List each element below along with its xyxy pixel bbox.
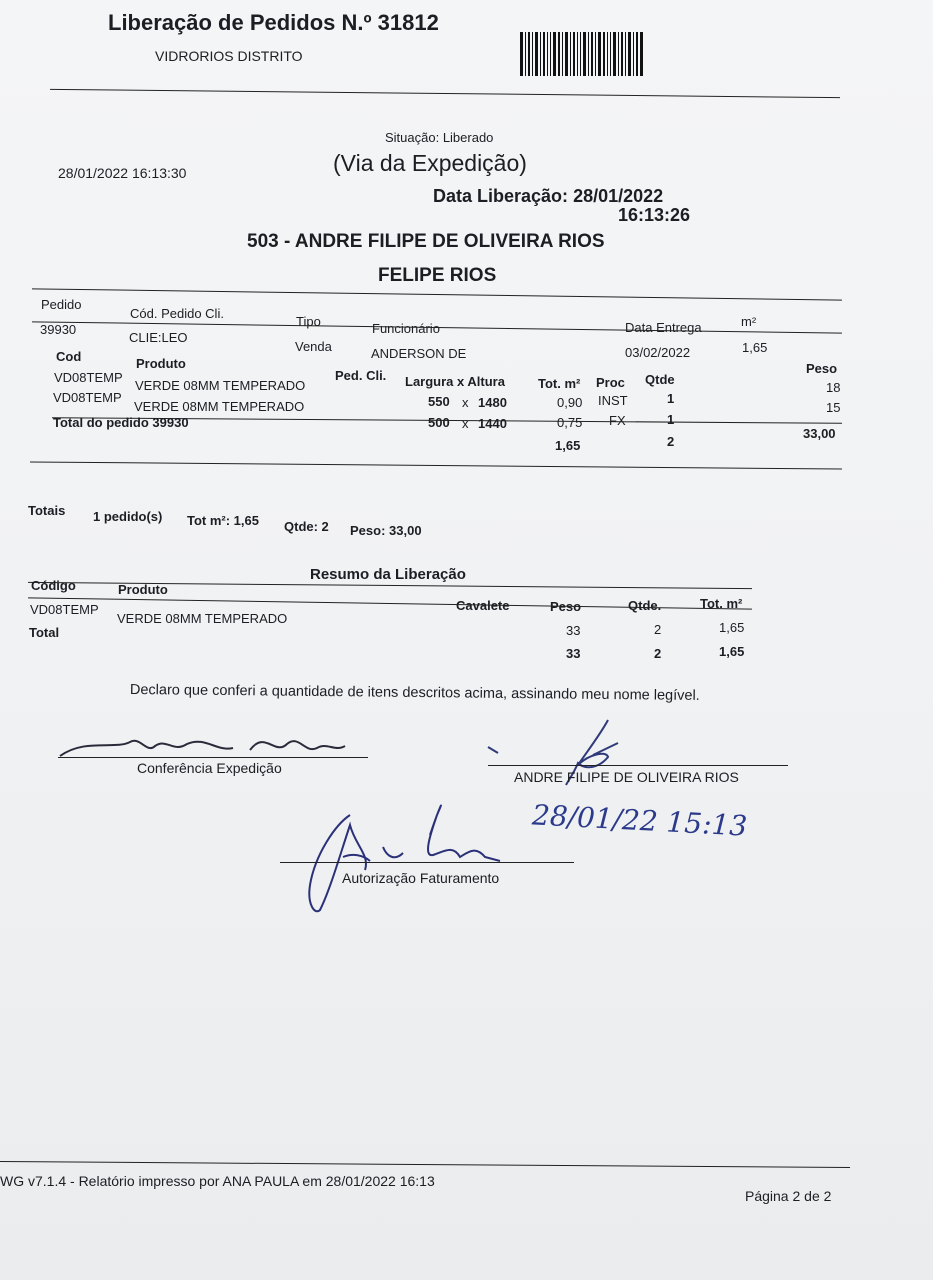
barcode-icon: [520, 32, 658, 76]
footer-report: WG v7.1.4 - Relatório impresso por ANA PAULA em 28/01/2022 16:13: [0, 1173, 435, 1189]
conferencia-line: [58, 757, 368, 758]
summary-col-tot-m2: Tot. m²: [700, 596, 743, 611]
summary-row-qtde: 2: [654, 622, 662, 637]
via-label: (Via da Expedição): [333, 150, 527, 176]
item-row-2-proc: FX: [609, 413, 626, 428]
summary-total-qtde: 2: [654, 646, 662, 661]
item-row-1-tot-m2: 0,90: [557, 395, 583, 410]
item-row-1-altura: 1480: [478, 395, 507, 410]
footer-line: [0, 1161, 850, 1168]
summary-total-label: Total: [29, 625, 60, 640]
col-tipo: Tipo: [296, 314, 321, 329]
item-row-1-produto: VERDE 08MM TEMPERADO: [135, 378, 306, 393]
client-name: 503 - ANDRE FILIPE DE OLIVEIRA RIOS: [247, 231, 605, 252]
footer-page: Página 2 de 2: [745, 1188, 832, 1204]
status-text: Situação: Liberado: [385, 130, 494, 145]
item-row-2-altura: 1440: [478, 416, 507, 431]
print-datetime: 28/01/2022 16:13:30: [58, 165, 187, 181]
item-row-2-cod: VD08TEMP: [53, 390, 122, 405]
item-row-1-qtde: 1: [667, 391, 675, 406]
order-bottom-line: [30, 461, 842, 469]
order-funcionario: ANDERSON DE: [371, 346, 467, 361]
summary-col-cavalete: Cavalete: [456, 598, 510, 613]
order-cod-cli: CLIE:LEO: [129, 330, 188, 345]
item-row-1-largura: 550: [428, 394, 450, 409]
item-row-2-produto: VERDE 08MM TEMPERADO: [134, 399, 305, 414]
item-row-2-qtde: 1: [667, 412, 675, 427]
order-total-m2: 1,65: [555, 438, 581, 453]
order-total-label: Total do pedido 39930: [53, 415, 189, 430]
order-top-line: [32, 288, 842, 300]
company-name: VIDRORIOS DISTRITO: [155, 48, 303, 64]
item-col-ped-cli: Ped. Cli.: [335, 368, 387, 383]
handwritten-date: 28/01/22 15:13: [531, 798, 749, 843]
item-row-1-x: x: [462, 395, 469, 410]
col-m2: m²: [741, 314, 757, 329]
col-data-entrega: Data Entrega: [625, 320, 702, 335]
autorizacao-signature: [295, 795, 515, 920]
client-signature-line: [488, 765, 788, 766]
item-row-2-peso: 15: [826, 400, 841, 415]
item-row-2-tot-m2: 0,75: [557, 415, 583, 430]
summary-col-produto: Produto: [118, 582, 168, 597]
autorizacao-line: [280, 862, 574, 863]
totals-tot-m2: Tot m²: 1,65: [187, 513, 259, 528]
client-signature-name: ANDRE FILIPE DE OLIVEIRA RIOS: [514, 769, 739, 785]
col-funcionario: Funcionário: [372, 321, 440, 336]
item-row-2-x: x: [462, 416, 469, 431]
totals-qtde: Qtde: 2: [284, 519, 329, 534]
item-row-1-peso: 18: [826, 380, 841, 395]
col-pedido: Pedido: [41, 297, 82, 312]
item-col-produto: Produto: [136, 356, 186, 371]
totals-label: Totais: [28, 503, 66, 518]
item-col-peso: Peso: [806, 361, 838, 376]
col-cod-cli: Cód. Pedido Cli.: [130, 306, 224, 321]
order-m2: 1,65: [742, 340, 768, 355]
summary-row-codigo: VD08TEMP: [30, 602, 99, 617]
summary-col-codigo: Código: [31, 578, 76, 593]
release-date: 28/01/2022: [573, 186, 664, 206]
summary-col-qtde: Qtde.: [628, 598, 662, 613]
summary-total-peso: 33: [566, 646, 581, 661]
item-col-proc: Proc: [596, 375, 625, 390]
summary-col-peso: Peso: [550, 599, 582, 614]
summary-row-produto: VERDE 08MM TEMPERADO: [117, 611, 288, 626]
autorizacao-label: Autorização Faturamento: [342, 870, 500, 886]
item-row-1-cod: VD08TEMP: [54, 370, 123, 385]
order-total-qtde: 2: [667, 434, 675, 449]
summary-total-tot-m2: 1,65: [719, 644, 745, 659]
item-row-1-proc: INST: [598, 393, 628, 408]
declaration-text: Declaro que conferi a quantidade de itens descritos acima, assinando meu nome legível.: [129, 682, 700, 704]
item-col-largura-altura: Largura x Altura: [405, 374, 505, 389]
order-tipo: Venda: [295, 339, 332, 354]
order-data-entrega: 03/02/2022: [625, 345, 691, 360]
item-col-tot-m2: Tot. m²: [538, 376, 581, 391]
totals-pedidos: 1 pedido(s): [93, 509, 163, 524]
client-nickname: FELIPE RIOS: [378, 265, 497, 286]
release-label: Data Liberação: 28/01/2022: [433, 186, 664, 206]
order-pedido: 39930: [40, 322, 77, 337]
item-row-2-largura: 500: [428, 415, 450, 430]
item-col-qtde: Qtde: [645, 372, 675, 387]
document-title: Liberação de Pedidos N.º 31812: [108, 10, 439, 35]
summary-title: Resumo da Liberação: [310, 566, 466, 583]
release-time: 16:13:26: [618, 205, 691, 225]
conferencia-label: Conferência Expedição: [137, 760, 282, 776]
summary-row-tot-m2: 1,65: [719, 620, 745, 635]
summary-row-peso: 33: [566, 623, 581, 638]
header-divider: [50, 89, 840, 98]
order-total-peso: 33,00: [803, 426, 836, 441]
totals-peso: Peso: 33,00: [350, 523, 422, 538]
item-col-cod: Cod: [56, 349, 82, 364]
